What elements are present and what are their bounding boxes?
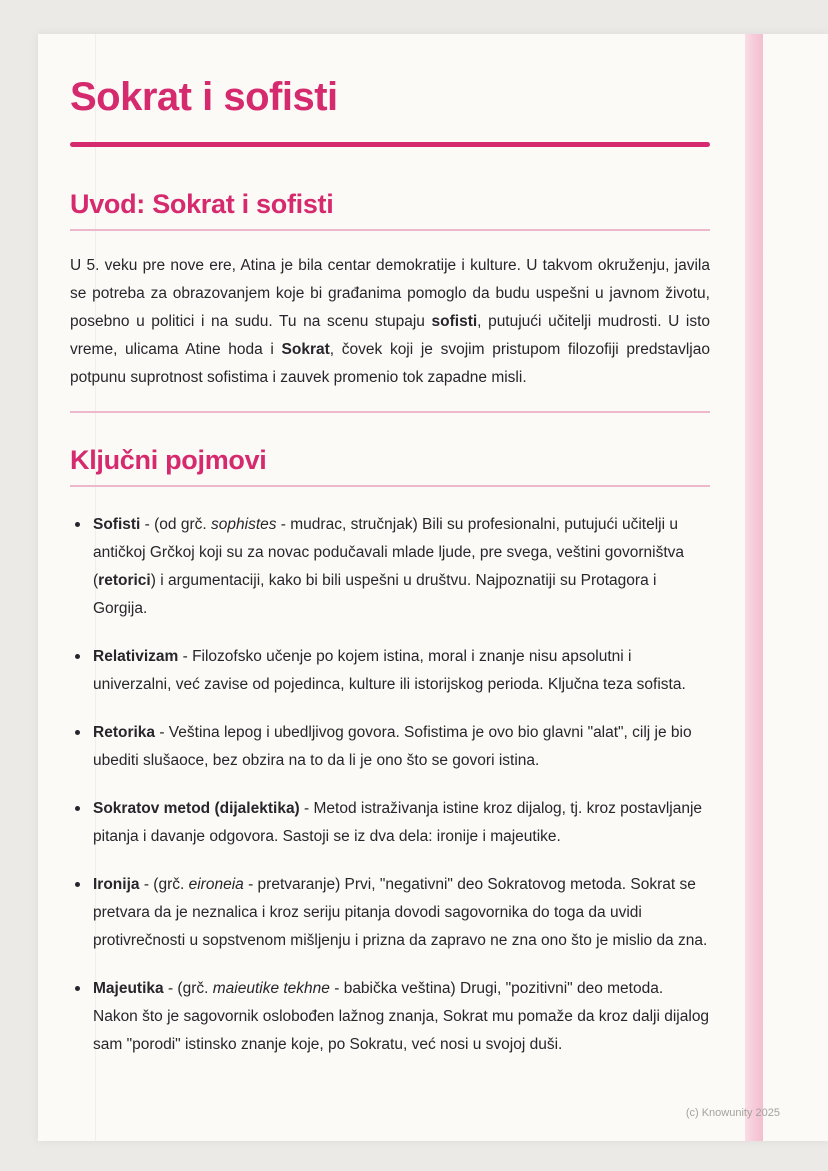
bold-term: Majeutika <box>93 980 164 998</box>
document-page <box>38 34 828 1141</box>
bold-term: Sofisti <box>93 516 141 534</box>
bold-term: Relativizam <box>93 648 179 666</box>
section-heading-intro: Uvod: Sokrat i sofisti <box>70 189 334 219</box>
term-list-item <box>70 975 710 1059</box>
text-segment: - (grč. <box>163 980 213 998</box>
term-definition <box>93 980 709 1053</box>
term-list-item <box>70 643 710 699</box>
document-title: Sokrat i sofisti <box>70 75 338 119</box>
copyright-note: (c) Knowunity 2025 <box>685 1107 780 1119</box>
text-segment: - pretvaranje) Prvi, "negativni" deo Sokratovog metoda. Sokrat se pretvara da je neznalica i kroz seriju pitanja dovodi sagovornika do toga da uvidi protivrečnosti u sopstvenom mišljenju i prizna da zapravo ne zna ono što je mislio da zna. <box>93 876 708 950</box>
intro-paragraph <box>70 252 710 392</box>
term-list-item <box>70 795 710 851</box>
italic-term: eironeia <box>188 876 244 894</box>
text-segment: , čovek koji je svojim pristupom filozofiji predstavljao potpunu suprotnost sofistima i zauvek promenio tok zapadne misli. <box>70 341 710 387</box>
text-segment: U 5. veku pre nove ere, Atina je bila centar demokratije i kulture. U takvom okruženju, javila se potreba za obrazovanjem koje bi građanima pomoglo da budu uspešni u javnom životu, posebno u politici i na sudu. Tu na scenu stupaju <box>70 257 710 331</box>
term-definition <box>93 516 684 617</box>
text-segment: , putujući učitelji mudrosti. U isto vreme, ulicama Atine hoda i <box>70 313 710 359</box>
section-divider <box>70 411 710 413</box>
text-segment: - Veština lepog i ubedljivog govora. Sofistima je ovo bio glavni "alat", cilj je bio ubediti slušaoce, bez obzira na to da li je ono što se govori istina. <box>93 724 692 770</box>
term-definition <box>93 876 707 949</box>
title-divider <box>70 142 710 147</box>
key-terms-list <box>70 511 710 1059</box>
italic-term: sophistes <box>211 516 277 534</box>
term-definition <box>93 724 692 769</box>
term-definition <box>93 648 686 693</box>
page-content <box>38 34 828 1059</box>
key-terms-heading-divider <box>70 485 710 487</box>
text-segment: - Filozofsko učenje po kojem istina, moral i znanje nisu apsolutni i univerzalni, već zavise od pojedinca, kulture ili istorijskog perioda. Ključna teza sofista. <box>93 648 686 694</box>
text-segment: - (od grč. <box>140 516 212 534</box>
text-segment: - babička veština) Drugi, "pozitivni" deo metoda. Nakon što je sagovornik oslobođen lažnog znanja, Sokrat mu pomaže da kroz dalji dijalog sam "porodi" istinsko znanje koje, po Sokratu, već nosi u svojoj duši. <box>93 980 710 1054</box>
bold-term: Retorika <box>93 724 156 742</box>
bold-term: Sokratov metod (dijalektika) <box>93 800 300 818</box>
text-segment: - Metod istraživanja istine kroz dijalog, tj. kroz postavljanje pitanja i davanje odgovora. Sastoji se iz dva dela: ironije i majeutike. <box>93 800 703 846</box>
bold-term: retorici <box>98 572 151 590</box>
bold-term: Sokrat <box>281 341 330 359</box>
term-definition <box>93 800 702 845</box>
intro-heading-divider <box>70 229 710 231</box>
section-heading-key-terms: Ključni pojmovi <box>70 445 267 476</box>
bold-term: sofisti <box>431 313 478 331</box>
bold-term: Ironija <box>93 876 140 894</box>
term-list-item <box>70 511 710 623</box>
term-list-item <box>70 719 710 775</box>
text-segment: - (grč. <box>139 876 189 894</box>
term-list-item <box>70 871 710 955</box>
text-segment: - mudrac, stručnjak) Bili su profesionalni, putujući učitelji u antičkoj Grčkoj koji su za novac podučavali mlade ljude, pre svega, veštini govorništva ( <box>93 516 685 590</box>
italic-term: maieutike tekhne <box>212 980 330 998</box>
text-segment: ) i argumentaciji, kako bi bili uspešni u društvu. Najpoznatiji su Protagora i Gorgija. <box>93 572 657 618</box>
